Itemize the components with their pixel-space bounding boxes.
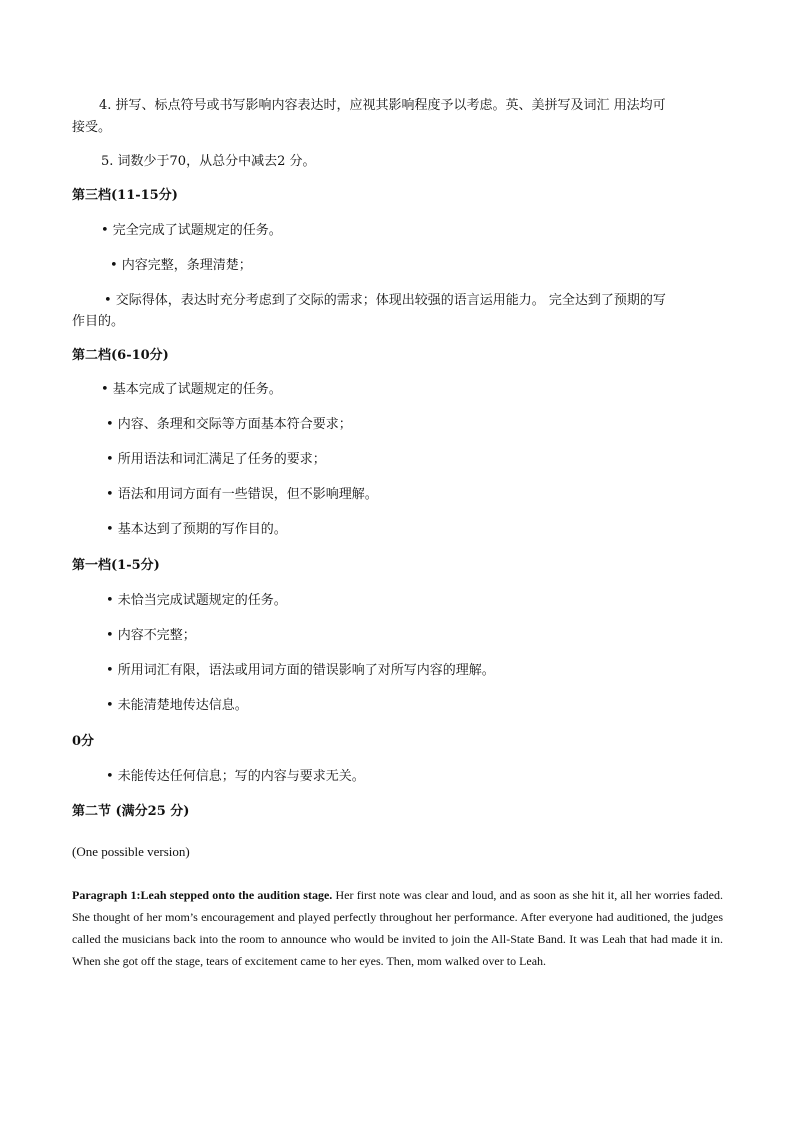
model-paragraph-1 — [72, 884, 723, 972]
tier3-heading: 第三档(11-15分) — [72, 188, 178, 203]
tier3-bullet-2: • 内容完整，条理清楚； — [110, 258, 252, 273]
tier2-bullet-2: • 内容、条理和交际等方面基本符合要求； — [106, 417, 352, 432]
version-note: (One possible version) — [72, 844, 190, 859]
rule-item-4-line-2: 接受。 — [72, 120, 112, 135]
tier1-heading: 第一档(1-5分) — [72, 558, 160, 573]
paragraph-body: Her first note was clear and loud, and as soon as she hit it, all her worries faded. She thought of her mom’s encouragement and played perfectly throughout her performance. After everyone had auditioned, the judges called the musicians back into the room to announce who would be invited to join the All-State Band. It was Leah that had made it in. When she got off the stage, tears of excitement came to her eyes. Then, mom walked over to Leah. — [72, 888, 724, 968]
paragraph-lead: Paragraph 1:Leah stepped onto the audition stage. — [72, 888, 333, 902]
tier3-bullet-3: • 交际得体，表达时充分考虑到了交际的需求；体现出较强的语言运用能力。 完全达到了预期的写 — [104, 293, 666, 308]
section2-heading: 第二节 (满分25 分) — [72, 804, 190, 819]
tier2-bullet-4: • 语法和用词方面有一些错误，但不影响理解。 — [106, 487, 378, 502]
tier1-bullet-1: • 未恰当完成试题规定的任务。 — [106, 593, 287, 608]
tier1-bullet-3: • 所用词汇有限，语法或用词方面的错误影响了对所写内容的理解。 — [106, 663, 495, 678]
tier0-bullet-1: • 未能传达任何信息；写的内容与要求无关。 — [106, 769, 365, 784]
tier0-heading: 0分 — [72, 734, 95, 749]
tier3-bullet-1: • 完全完成了试题规定的任务。 — [101, 223, 282, 238]
tier1-bullet-2: • 内容不完整； — [106, 628, 196, 643]
rule-item-5: 5. 词数少于70，从总分中减去2 分。 — [101, 154, 316, 169]
tier1-bullet-4: • 未能清楚地传达信息。 — [106, 698, 248, 713]
tier2-heading: 第二档(6-10分) — [72, 348, 169, 363]
tier2-bullet-5: • 基本达到了预期的写作目的。 — [106, 522, 287, 537]
rule-item-4-line-1: 4. 拼写、标点符号或书写影响内容表达时，应视其影响程度予以考虑。英、美拼写及词汇 用法均可 — [99, 98, 666, 113]
tier3-bullet-3-continued: 作目的。 — [72, 314, 125, 329]
tier2-bullet-1: • 基本完成了试题规定的任务。 — [101, 382, 282, 397]
tier2-bullet-3: • 所用语法和词汇满足了任务的要求； — [106, 452, 326, 467]
